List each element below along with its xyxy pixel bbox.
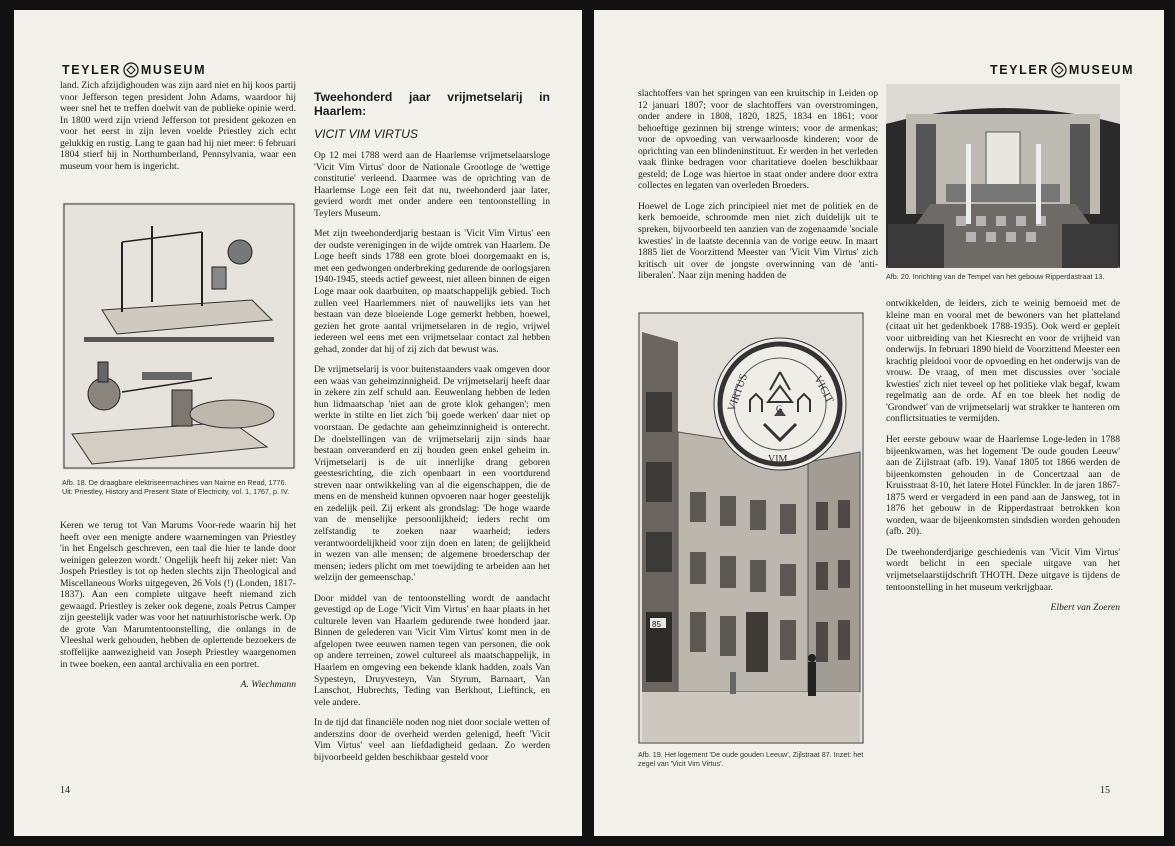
article-paragraph: ontwikkelden, de leiders, zich te weinig bemoeid met de kleine man en vooral met de bewoners van het platteland (citaat uit het gedenkboek 1788-1935). Ook werd er gepleit voor uitbreiding van het Kiesrecht en voor de vrijheid van onderwijs. In februari 1890 hield de Voorzittend Meester een krachtig pleidooi voor de opvoeding en het onderwijs van de vrouw. De vraag, of men met discussies over 'sociale kwesties' zich niet teveel op het politieke vlak begaf, kwam regelmatig aan de orde. Af en toe bleek het nodig de 'Grondwet' van de vrijmetselarij wat strakker te hanteren om conflictsituaties te vermijden. — [886, 298, 1120, 425]
article-paragraph: De vrijmetselarij is voor buitenstaanders vaak omgeven door een waas van geheimzinnigheid. De vrijmetselarij heeft daar in zekere zin zelf schuld aan. Eeuwenlang hebben de leden hun lidmaatschap 'niet aan de grote klok gehangen'; men werkte in stilte en liet zich 'bij goede werken' daar niet op voorstaan. De gedachte aan geheimzinnigheid is onterecht. De doelstellingen van de vrijmetselarij zijn sinds haar bestaan onveranderd en zij houden geen enkel geheim in. Vrijmetselarij is de uit innerlijke drang geboren geestesrichting, die zich openbaart in een voortdurend streven naar ontwikkeling van al die eigenschappen, die de mens en de mensheid kunnen opvoeren naar hoger geestelijk en zedelijk peil. Zij erkent als grondslag: 'De hoge waarde van de menselijke persoonlijkheid; ieders recht om zelfstandig te zoeken naar waarheid; ieders verantwoordelijkheid voor zijn doen en laten; de gelijkheid in wezen van alle mensen; de algemene broederschap der mensen; ieders plicht om met toewijding te arbeiden aan het welzijn der gemeenschap.' — [314, 364, 550, 584]
body-paragraph: Keren we terug tot Van Marums Voor-rede waarin hij het heeft over een menigte andere waarnemingen van Priestley 'in het Engelsch geschreven, een taal die hier te lande door weinigen geleezen wordt.' Ongelijk heeft hij zeker niet: Van Jospeh Priestley is tot op heden slechts zijn Theological and Miscellaneous Works uitgegeven, 26 Vols (!) (Londen, 1817-1837). Aan een complete uitgave heeft niemand zich gewaagd. Priestley is zeker ook degene, zoals Petrus Camper zijn geestelijk vader was voor het natuurhistorische werk. Op de grote Van Marumtentoonstelling, die onlangs in de Vleeshal werk gehouden, hebben de oplettende bezoekers de stoffelijke aanwezigheid van Joseph Priestley waargenomen in twee boeken, een aantal archivalia en een portret. — [60, 520, 296, 670]
right-page — [594, 10, 1164, 836]
logo-seal-icon — [123, 62, 139, 78]
article-paragraph: slachtoffers van het springen van een kruitschip in Leiden op 12 januari 1807; voor de slachtoffers van overstromingen, onder andere in 1808, 1820, 1825, 1834 en 1861; voor behoeftige gezinnen bij strenge winters; voor de armenkas; voor de opvoeding van verwaarloosde kinderen; voor de oprichting van een blindeninstituut. Er werden in het verleden vaak flinke bedragen voor charitatieve doelen beschikbaar gesteld; de Loge was hiertoe in staat onder andere door extra collectes en legaten van overleden Broeders. — [638, 88, 878, 192]
logo-text-left: TEYLER — [990, 63, 1049, 77]
article-paragraph: Op 12 mei 1788 werd aan de Haarlemse vrijmetselaarsloge 'Vicit Vim Virtus' door de Nationale Grootloge de 'wettige constitutie' verleend. Daarmee was de oprichting van de Haarlemse Loge een feit dat nu, tweehonderd jaar later, gevierd wordt met onder andere een tentoonstelling in Teylers Museum. — [314, 150, 550, 219]
author-signature: Elbert van Zoeren — [1050, 602, 1120, 614]
fig20-temple-interior — [886, 84, 1120, 268]
fig18-caption: Afb. 18. De draagbare elektriseermachines van Nairne en Read, 1776. Uit: Priestley, History and Present State of Electricity, vol. 1, 1767, p. IV. — [62, 478, 290, 496]
fig18-electrical-machines — [62, 202, 296, 470]
seal-text-right: VICIT — [811, 373, 836, 406]
teyler-museum-logo — [62, 62, 206, 78]
page-number: 15 — [1100, 785, 1110, 796]
intro-paragraph: land. Zich afzijdighouden was zijn aard niet en hij koos partij voor Jefferson tegen president John Adams, waardoor hij weer snel het te treffen doelwit van de publieke opinie werd. In 1800 werd zijn vriend Jefferson tot president gekozen en voor het eerst in zijn leven voelde Priestley zich echt gelukkig en rustig. Lang te gaan had hij niet meer: 6 februari 1804 stierf hij in Northumberland, Pennsylvania, waar een museum voor hem is ingericht. — [60, 80, 296, 172]
logo-seal-icon — [1051, 62, 1067, 78]
article-heading: Tweehonderd jaar vrijmetselarij in Haarlem: — [314, 90, 550, 118]
article-subheading: VICIT VIM VIRTUS — [314, 127, 419, 141]
left-col2-article — [314, 90, 550, 772]
article-paragraph: Hoewel de Loge zich principieel niet met de politiek en de kerk bemoeide, schroomde men niet zich duidelijk uit te spreken, bijvoorbeeld ten aanzien van de zogenaamde 'sociale kwesties' in de laatste decennia van de vorige eeuw. In maart 1885 liet de Voorzittend Meester van 'Vicit Vim Virtus' zich kritisch uit over de jongste overwinning van de 'anti-liberalen'. Naar zijn mening hadden de — [638, 200, 878, 282]
article-paragraph: De tweehonderdjarige geschiedenis van 'Vicit Vim Virtus' wordt belicht in een speciale uitgave van het vrijmetselaarstijdschrift THOTH. Deze uitgave is tijdens de tentoonstelling in het museum verkrijgbaar. — [886, 546, 1120, 593]
right-col1 — [638, 88, 878, 291]
fig19-caption: Afb. 19. Het logement 'De oude gouden Leeuw', Zijlstraat 87. Inzet: het zegel van 'Vicit Vim Virtus'. — [638, 750, 864, 768]
left-col1-intro — [60, 80, 296, 181]
fig20-caption: Afb. 20. Inrichting van de Tempel van het gebouw Ripperdastraat 13. — [886, 272, 1105, 281]
page-number: 14 — [60, 785, 70, 796]
right-col2 — [886, 298, 1120, 623]
logo-text-left: TEYLER — [62, 63, 121, 77]
fig19-oude-gouden-leeuw — [638, 312, 864, 744]
house-number: 85 — [652, 620, 661, 629]
left-col1-body — [60, 520, 296, 700]
teyler-museum-logo — [990, 62, 1134, 78]
article-paragraph: Het eerste gebouw waar de Haarlemse Loge-leden in 1788 bijeenkwamen, was het logement 'De oude gouden Leeuw' aan de Zijlstraat (afb. 19). Vanaf 1805 tot 1866 werden de bijeenkomsten gehouden in de Concertzaal aan de Kruisstraat 8-10, het latere Hotel Fünckler. In de jaren 1867-1875 werd er vergaderd in een pand aan de Jansweg, tot in 1876 het gebouw in de Ripperdastraat betrokken kon worden, waar de bijeenkomsten sindsdien worden gehouden (afb. 20). — [886, 434, 1120, 538]
seal-text-left: VIRTUS — [725, 372, 751, 414]
article-paragraph: Door middel van de tentoonstelling wordt de aandacht gevestigd op de Loge 'Vicit Vim Virtus' en haar plaats in het culturele leven van Haarlem gedurende twee honderd jaar. Binnen de gelederen van 'Vicit Vim Virtus' komt men in de afgelopen twee eeuwen namen tegen van personen, die ook op andere terreinen, zowel cultureel als maatschappelijk, in Haarlem en omgeving een bekende klank hadden, zoals Van Sypesteyn, Druyvesteyn, Van Styrum, Barnaart, Van Lanschot, Hubrechts, Teding van Berkhout, Lieftinck, en vele andere. — [314, 592, 550, 708]
logo-text-right: MUSEUM — [140, 63, 207, 77]
left-page — [14, 10, 582, 836]
author-signature: A. Wiechmann — [240, 679, 296, 691]
seal-text-bottom: VIM — [768, 454, 788, 465]
logo-text-right: MUSEUM — [1068, 63, 1135, 77]
article-paragraph: In de tijd dat financiële noden nog niet door sociale wetten of anderszins door de overheid werden gelenigd, heeft 'Vicit Vim Virtus' veel aan liefdadigheid gedaan. Zo werden bijvoorbeeld gelden beschikbaar gesteld voor — [314, 717, 550, 763]
article-paragraph: Met zijn tweehonderdjarig bestaan is 'Vicit Vim Virtus' een der oudste verenigingen in de wijde omtrek van Haarlem. De Loge heeft sinds 1788 een grote bloei doorgemaakt en is, met een gedwongen onderbreking gedurende de oorlogsjaren 1940-1945, steeds actief geweest, niet alleen binnen de eigen Loge maar ook daarbuiten, op maatschappelijk gebied. Toch zullen veel Haarlemmers niet of nauwelijks iets van het bestaan van deze bloeiende Loge gemerkt hebben, hoewel, gezien het grote aantal vrijmetselaren in de regio, vrijwel iedereen wel eens met een vrijmetselaar contact zal hebben gehad, zonder dat hij of zij zich dat bewust was. — [314, 228, 550, 355]
seal-letter-g: G — [776, 404, 783, 414]
